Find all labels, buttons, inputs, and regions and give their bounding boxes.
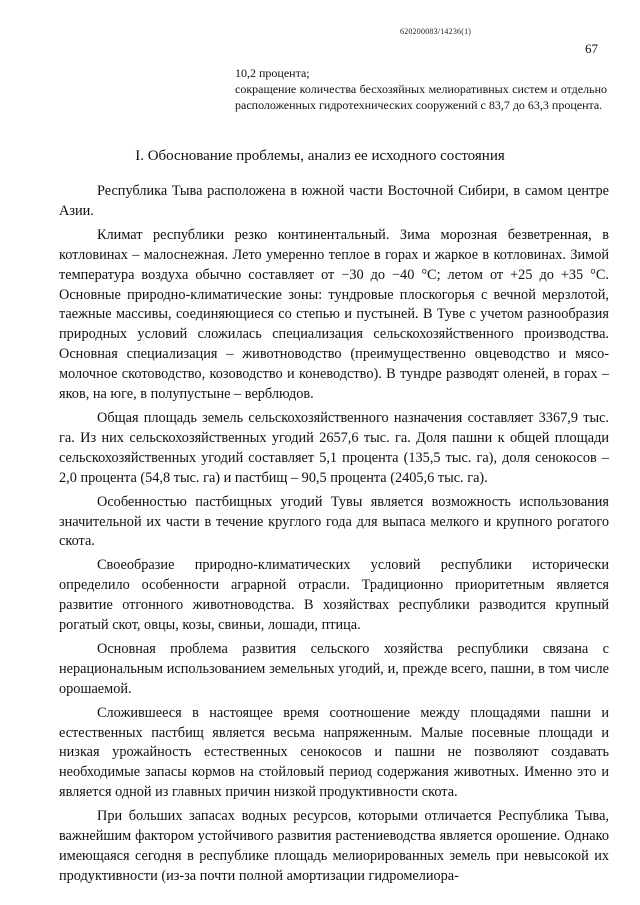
list-item: сокращение количества бесхозяйных мелиоративных систем и отдельно расположенных гидротехнических сооружений с 83,7 до 63,3 процента. [235, 82, 607, 112]
paragraph: Общая площадь земель сельскохозяйственного назначения составляет 3367,9 тыс. га. Из них сельскохозяйственных угодий 2657,6 тыс. га. Доля пашни к общей площади сельскохозяйственных угодий составляет 5,1 процента (135,5 тыс. га), доля сенокосов – 2,0 процента (54,8 тыс. га) и пастбищ – 90,5 процента (2405,6 тыс. га). [59, 409, 609, 486]
paragraph: Сложившееся в настоящее время соотношение между площадями пашни и естественных пастбищ является весьма напряженным. Малые посевные площади и низкая урожайность естественных сенокосов и пашни не позволяют создавать необходимые запасы кормов на стойловый период содержания животных. Именно это и является одной из главных причин низкой продуктивности скота. [59, 704, 609, 801]
section-title: I. Обоснование проблемы, анализ ее исходного состояния [135, 148, 505, 164]
paragraph: Своеобразие природно-климатических условий республики исторически определило особенности аграрной отрасли. Традиционно приоритетным является развитие отгонного животноводства. В хозяйствах республики разводится крупный рогатый скот, овцы, козы, свиньи, лошади, птица. [59, 557, 609, 634]
paragraph: Климат республики резко континентальный. Зима морозная безветренная, в котловинах – малоснежная. Лето умеренно теплое в горах и жаркое в котловинах. Зимой температура воздуха обычно составляет от −30 до −40 °С; летом от +25 до +35 °С. Основные природно-климатические зоны: тундровые плоскогорья с вечной мерзлотой, таежные массивы, соединяющиеся со степью и пустыней. В Туве с учетом разнообразия природных условий сложилась специализация сельскохозяйственного производства. Основная специализация – животноводство (преимущественно овцеводство и мясо-молочное скотоводство, козоводство и коневодство). В тундре разводят оленей, в горах – яков, на юге, в полупустыне – верблюдов. [59, 226, 609, 403]
body-text [59, 182, 609, 891]
paragraph: При больших запасах водных ресурсов, которыми отличается Республика Тыва, важнейшим фактором устойчивого развития растениеводства является орошение. Однако имеющаяся сегодня в республике площадь мелиорированных земель при невысокой их продуктивности (из-за почти полной амортизации гидромелиора- [59, 808, 609, 884]
document-code: 620200083/14236(1) [400, 27, 472, 36]
paragraph: Республика Тыва расположена в южной части Восточной Сибири, в самом центре Азии. [59, 183, 609, 219]
list-item: 10,2 процента; [235, 66, 310, 80]
paragraph: Основная проблема развития сельского хозяйства республики связана с нерациональным использованием земельных угодий, и, прежде всего, пашни, в том числе орошаемой. [59, 640, 609, 697]
paragraph: Особенностью пастбищных угодий Тувы является возможность использования значительной их части в течение круглого года для выпаса мелкого и крупного рогатого скота. [59, 493, 609, 550]
continued-list [235, 65, 607, 113]
page-number: 67 [585, 41, 598, 56]
